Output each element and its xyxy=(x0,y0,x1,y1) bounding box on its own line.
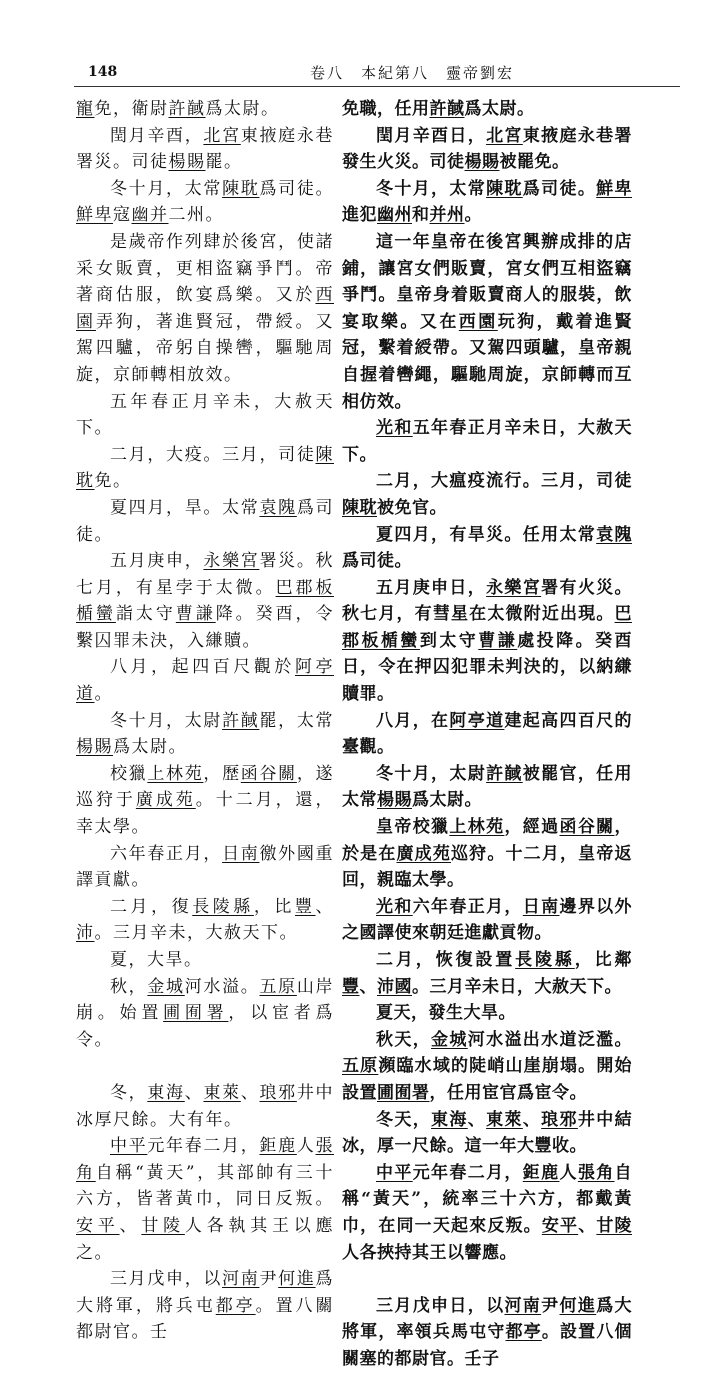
text-run: 被罷免。 xyxy=(499,152,570,173)
text-run: ，以宦者爲令。 xyxy=(76,1003,334,1050)
proper-name: 沛國 xyxy=(377,976,412,997)
proper-name: 曹謙 xyxy=(478,630,518,651)
text-run: 河水溢出水道泛濫。 xyxy=(467,1029,632,1050)
proper-name: 豐 xyxy=(342,976,360,997)
paragraph xyxy=(76,123,334,176)
running-head: 卷八 本紀第八 靈帝劉宏 xyxy=(310,64,515,82)
proper-name: 巴郡 xyxy=(275,577,316,598)
proper-name: 五原 xyxy=(342,1056,379,1077)
text-run: 閏月辛酉， xyxy=(110,125,204,146)
text-run: 三月戊申，以 xyxy=(110,1269,223,1290)
translation-column xyxy=(342,96,632,1373)
text-run: 夏四月，旱。太常 xyxy=(110,497,260,518)
text-run: 。 xyxy=(94,684,113,705)
text-run: 、 xyxy=(359,976,377,997)
text-run: 校獵 xyxy=(110,763,148,784)
proper-name: 安平 xyxy=(76,1215,120,1236)
paragraph xyxy=(342,176,632,229)
text-run: 六年春正月， xyxy=(412,896,523,917)
text-run: 六年春正月， xyxy=(110,843,223,864)
proper-name: 阿亭道 xyxy=(76,657,334,705)
text-run: 冬十月，太尉 xyxy=(110,710,223,731)
paragraph xyxy=(342,123,632,176)
text-run: 爲太尉。 xyxy=(412,790,482,811)
proper-name: 板楯蠻 xyxy=(361,630,420,651)
header-rule xyxy=(74,86,680,87)
proper-name: 長陵縣 xyxy=(192,896,254,917)
proper-name: 西園 xyxy=(76,285,334,332)
text-run: 冬天， xyxy=(376,1109,432,1130)
proper-name: 永樂宮 xyxy=(486,577,542,598)
proper-name: 并州 xyxy=(429,205,465,226)
text-run: 、 xyxy=(119,1215,142,1236)
paragraph xyxy=(342,1000,632,1027)
text-run: 秋天， xyxy=(376,1029,432,1050)
text-run: 罷，太常 xyxy=(259,710,334,731)
text-run: 人各執其王以應之。 xyxy=(76,1215,334,1263)
text-run: 三月戊申日，以 xyxy=(376,1295,505,1316)
text-run: 、 xyxy=(184,1082,204,1103)
text-run: 五月庚申日， xyxy=(376,577,487,598)
text-run: 爲司徒。 xyxy=(342,551,412,572)
text-run: 秋， xyxy=(110,976,148,997)
text-run: 五月庚申， xyxy=(110,551,204,572)
text-run: 。三月辛未，大赦天下。 xyxy=(94,923,298,944)
text-run: 八月，在 xyxy=(376,710,450,731)
proper-name: 張角 xyxy=(577,1162,615,1183)
paragraph xyxy=(76,708,334,761)
text-run: 五年春正月辛未日，大赦天下。 xyxy=(342,418,632,465)
text-run: 二月，復 xyxy=(110,896,193,917)
text-run: 山岸崩。始置 xyxy=(76,976,334,1024)
text-run: 。 xyxy=(464,205,482,226)
paragraph xyxy=(76,974,334,1054)
proper-name: 日南 xyxy=(222,843,260,864)
proper-name: 許馘 xyxy=(429,99,465,119)
proper-name: 西園 xyxy=(458,311,498,332)
text-run: ，比鄰 xyxy=(574,950,632,970)
text-run: ，歷 xyxy=(203,763,241,784)
text-run: 免。 xyxy=(94,471,132,492)
paragraph xyxy=(76,947,334,974)
proper-name: 光和 xyxy=(376,418,413,439)
text-run: 進犯 xyxy=(342,205,377,226)
text-run: 處投降。癸酉日，令在押囚犯罪未判決的，以納縑贖罪。 xyxy=(342,630,632,705)
text-run: 自稱“黃天”，統率三十六方，都戴黃巾，在同一天起來反叛。 xyxy=(342,1162,632,1236)
text-run: 免職，任用 xyxy=(342,99,430,119)
proper-name: 東萊 xyxy=(486,1109,523,1130)
paragraph xyxy=(342,947,632,1000)
text-run: 二月，大瘟疫流行。三月，司徒 xyxy=(376,471,632,492)
text-run: 這一年皇帝在後宮興辦成排的店鋪，讓宮女們販賣，宮女們互相盜竊爭鬥。皇帝身着販賣商人的服裝，飲宴取樂。又在 xyxy=(342,231,632,332)
text-run: 井中冰厚尺餘。大有年。 xyxy=(76,1082,334,1130)
proper-name: 金城 xyxy=(147,976,185,997)
paragraph xyxy=(342,522,632,575)
proper-name: 長陵縣 xyxy=(515,950,575,970)
text-run: 冬十月，太尉 xyxy=(376,763,487,784)
paragraph xyxy=(342,229,632,415)
proper-name: 何進 xyxy=(559,1295,597,1316)
text-run: 、 xyxy=(578,1215,597,1236)
text-run: 瀕臨水域的陡峭山崖崩塌。開始設置 xyxy=(342,1056,632,1103)
proper-name: 陳耽 xyxy=(222,178,260,199)
text-run: 免，衛尉 xyxy=(94,99,169,119)
proper-name: 都亭 xyxy=(215,1295,256,1316)
proper-name: 廣成苑 xyxy=(396,843,451,864)
proper-name: 幽 xyxy=(131,205,150,226)
proper-name: 陳耽 xyxy=(76,444,334,492)
proper-name: 河南 xyxy=(222,1269,260,1290)
text-run: 弄狗，著進賢冠，帶綬。又駕四驢，帝躬自操轡，驅馳周旋，京師轉相放效。 xyxy=(76,311,334,385)
proper-name: 都亭 xyxy=(505,1322,542,1343)
paragraph xyxy=(76,654,334,707)
paragraph xyxy=(76,495,334,548)
proper-name: 光和 xyxy=(376,896,413,917)
proper-name: 板楯蠻 xyxy=(76,577,334,625)
text-run: 降。癸酉，令繫囚罪未決，入縑贖。 xyxy=(76,604,334,651)
text-run: 爲司徒。 xyxy=(259,178,334,199)
paragraph xyxy=(342,1107,632,1160)
text-run: 東掖庭永巷署災。司徒 xyxy=(76,125,334,173)
proper-name: 金城 xyxy=(431,1029,468,1050)
proper-name: 巴郡 xyxy=(342,604,632,651)
proper-name: 楊賜 xyxy=(76,737,113,758)
text-run: 、 xyxy=(467,1109,487,1130)
text-run: 自稱“黃天”，其部帥有三十六方，皆著黃巾，同日反叛。 xyxy=(76,1162,334,1210)
proper-name: 東海 xyxy=(431,1109,468,1130)
text-run: 到太守 xyxy=(419,630,479,651)
text-run: 爲太尉。 xyxy=(464,99,535,119)
paragraph xyxy=(76,1133,334,1266)
text-run: 河水溢。 xyxy=(184,976,260,997)
paragraph xyxy=(76,389,334,442)
text-run: 夏，大旱。 xyxy=(110,950,203,970)
text-run: 東掖庭永巷署發生火災。司徒 xyxy=(342,125,632,173)
text-run: ，經過 xyxy=(504,817,560,838)
text-run: 署災。秋七月，有星孛于太微。 xyxy=(76,551,334,598)
proper-name: 北宮 xyxy=(486,125,523,146)
proper-name: 五原 xyxy=(259,976,297,997)
proper-name: 中平 xyxy=(376,1162,413,1183)
paragraph xyxy=(342,894,632,947)
proper-name: 陳耽 xyxy=(486,178,523,199)
paragraph xyxy=(76,841,334,894)
text-run: 元年春二月， xyxy=(412,1162,523,1183)
text-run: 尹 xyxy=(259,1269,279,1290)
proper-name: 琅邪 xyxy=(259,1082,297,1103)
proper-name: 琅邪 xyxy=(541,1109,578,1130)
proper-name: 東萊 xyxy=(203,1082,241,1103)
text-run: 、 xyxy=(522,1109,542,1130)
paragraph xyxy=(76,1080,334,1133)
text-run: 元年春二月， xyxy=(147,1136,260,1157)
paragraph xyxy=(76,548,334,654)
text-run: 冬， xyxy=(110,1082,148,1103)
text-run: 邊界以外之國譯使來朝廷進獻貢物。 xyxy=(342,896,632,944)
text-run: 尹 xyxy=(541,1295,560,1316)
text-run: 寇 xyxy=(113,205,132,226)
paragraph xyxy=(76,176,334,229)
proper-name: 北宮 xyxy=(203,125,241,146)
proper-name: 楊賜 xyxy=(464,152,500,173)
proper-name: 鉅鹿 xyxy=(522,1162,560,1183)
text-run: 人 xyxy=(296,1136,316,1157)
text-run: 爲太尉。 xyxy=(205,99,280,119)
paragraph xyxy=(76,229,334,389)
text-run: 。十二月，還，幸太學。 xyxy=(76,790,334,838)
text-run: 玩狗，戴着進賢冠，繫着綬帶。又駕四頭驢，皇帝親自握着轡繩，驅馳周旋，京師轉而互相仿效。 xyxy=(342,311,632,412)
text-run: 閏月辛酉日， xyxy=(376,125,487,146)
text-run: 二州。 xyxy=(168,205,224,226)
proper-name: 寵 xyxy=(76,99,95,119)
proper-name: 何進 xyxy=(278,1269,316,1290)
proper-name: 幽州 xyxy=(377,205,412,226)
proper-name: 張角 xyxy=(76,1136,334,1183)
text-run: 爲司徒。 xyxy=(522,178,597,199)
paragraph xyxy=(342,415,632,468)
paragraph xyxy=(342,814,632,894)
text-run: 被罷官，任用太常 xyxy=(342,763,632,811)
text-run: 皇帝校獵 xyxy=(376,817,450,838)
proper-name: 上林苑 xyxy=(449,817,505,838)
proper-name: 沛 xyxy=(76,923,95,944)
proper-name: 鮮卑 xyxy=(76,205,113,226)
text-run: 詣太守 xyxy=(115,604,176,625)
proper-name: 楊賜 xyxy=(377,790,412,811)
proper-name: 甘陵 xyxy=(141,1215,185,1236)
text-run: 罷。 xyxy=(205,152,243,173)
text-run: 建起高四百尺的臺觀。 xyxy=(342,710,632,758)
text-run: 爲太尉。 xyxy=(113,737,187,758)
text-run: 井中結冰，厚一尺餘。這一年大豐收。 xyxy=(342,1109,632,1157)
text-run: 是歲帝作列肆於後宮，使諸采女販賣，更相盜竊爭鬥。帝著商估服，飲宴爲樂。又於 xyxy=(76,231,334,306)
paragraph xyxy=(342,468,632,521)
proper-name: 許馘 xyxy=(222,710,260,731)
proper-name: 安平 xyxy=(541,1215,579,1236)
paragraph xyxy=(342,1027,632,1107)
proper-name: 中平 xyxy=(110,1136,148,1157)
text-run: 。置八關都尉官。壬 xyxy=(76,1295,334,1343)
proper-name: 袁隗 xyxy=(259,497,297,518)
text-run: 爲大將軍，將兵屯 xyxy=(76,1269,334,1316)
text-run: ，遂巡狩于 xyxy=(76,763,334,811)
text-run: 爲司徒。 xyxy=(76,497,334,545)
proper-name: 甘陵 xyxy=(596,1215,632,1236)
proper-name: 圃囿署 xyxy=(163,1003,229,1024)
proper-name: 圃囿署 xyxy=(377,1082,430,1103)
text-run: 人各挾持其王以響應。 xyxy=(342,1242,517,1263)
proper-name: 并 xyxy=(150,205,169,226)
paragraph xyxy=(342,575,632,708)
proper-name: 許馘 xyxy=(486,763,523,784)
proper-name: 廣成苑 xyxy=(135,790,196,811)
proper-name: 函谷關 xyxy=(559,817,615,838)
paragraph xyxy=(342,1160,632,1266)
proper-name: 永樂宮 xyxy=(203,551,260,572)
paragraph xyxy=(342,761,632,814)
proper-name: 日南 xyxy=(522,896,560,917)
text-run: 冬十月，太常 xyxy=(376,178,487,199)
proper-name: 許馘 xyxy=(168,99,206,119)
text-run: 二月，恢復設置 xyxy=(376,950,516,970)
text-run: ，任用宦官爲宦令。 xyxy=(429,1082,587,1103)
proper-name: 上林苑 xyxy=(147,763,204,784)
paragraph xyxy=(76,894,334,947)
page-number: 148 xyxy=(88,64,118,80)
text-run: 八月，起四百尺觀於 xyxy=(110,657,295,678)
text-run: 夏四月，有旱災。任用太常 xyxy=(376,524,597,545)
text-run: 署有火災。秋七月，有彗星在太微附近出現。 xyxy=(342,577,632,625)
text-run: 。設置八個關塞的都尉官。壬子 xyxy=(342,1322,632,1369)
text-run: 、 xyxy=(315,896,334,917)
text-run: 巡狩。十二月，皇帝返回，親臨太學。 xyxy=(342,843,632,891)
paragraph xyxy=(342,96,632,123)
proper-name: 鉅鹿 xyxy=(259,1136,297,1157)
text-run: 、 xyxy=(240,1082,260,1103)
text-run: 爲大將軍，率領兵馬屯守 xyxy=(342,1295,632,1343)
proper-name: 豐 xyxy=(294,896,316,917)
text-run: ，比 xyxy=(253,896,295,917)
proper-name: 楊賜 xyxy=(168,152,206,173)
paragraph xyxy=(342,708,632,761)
text-run: 冬十月，太常 xyxy=(110,178,223,199)
proper-name: 函谷關 xyxy=(240,763,297,784)
proper-name: 東海 xyxy=(147,1082,185,1103)
text-run: ，於是在 xyxy=(342,817,632,864)
text-run: 夏天，發生大旱。 xyxy=(376,1003,516,1024)
text-run: 人 xyxy=(559,1162,578,1183)
proper-name: 陳耽 xyxy=(342,497,377,518)
paragraph xyxy=(76,761,334,841)
paragraph xyxy=(342,1293,632,1373)
proper-name: 河南 xyxy=(504,1295,542,1316)
proper-name: 阿亭道 xyxy=(449,710,505,731)
text-run: 五年春正月辛未，大赦天下。 xyxy=(76,391,334,439)
paragraph xyxy=(76,442,334,495)
paragraph xyxy=(76,1266,334,1346)
proper-name: 鮮卑 xyxy=(596,178,632,199)
proper-name: 袁隗 xyxy=(596,524,632,545)
paragraph xyxy=(76,96,334,123)
text-run: 被免官。 xyxy=(377,497,447,518)
text-run: 徼外國重譯貢獻。 xyxy=(76,843,334,891)
classical-text-column xyxy=(76,96,334,1346)
text-run: 。三月辛未日，大赦天下。 xyxy=(412,976,622,997)
page-header xyxy=(60,58,680,88)
proper-name: 曹謙 xyxy=(175,604,216,625)
text-run: 二月，大疫。三月，司徒 xyxy=(110,444,316,465)
text-run: 和 xyxy=(412,205,430,226)
